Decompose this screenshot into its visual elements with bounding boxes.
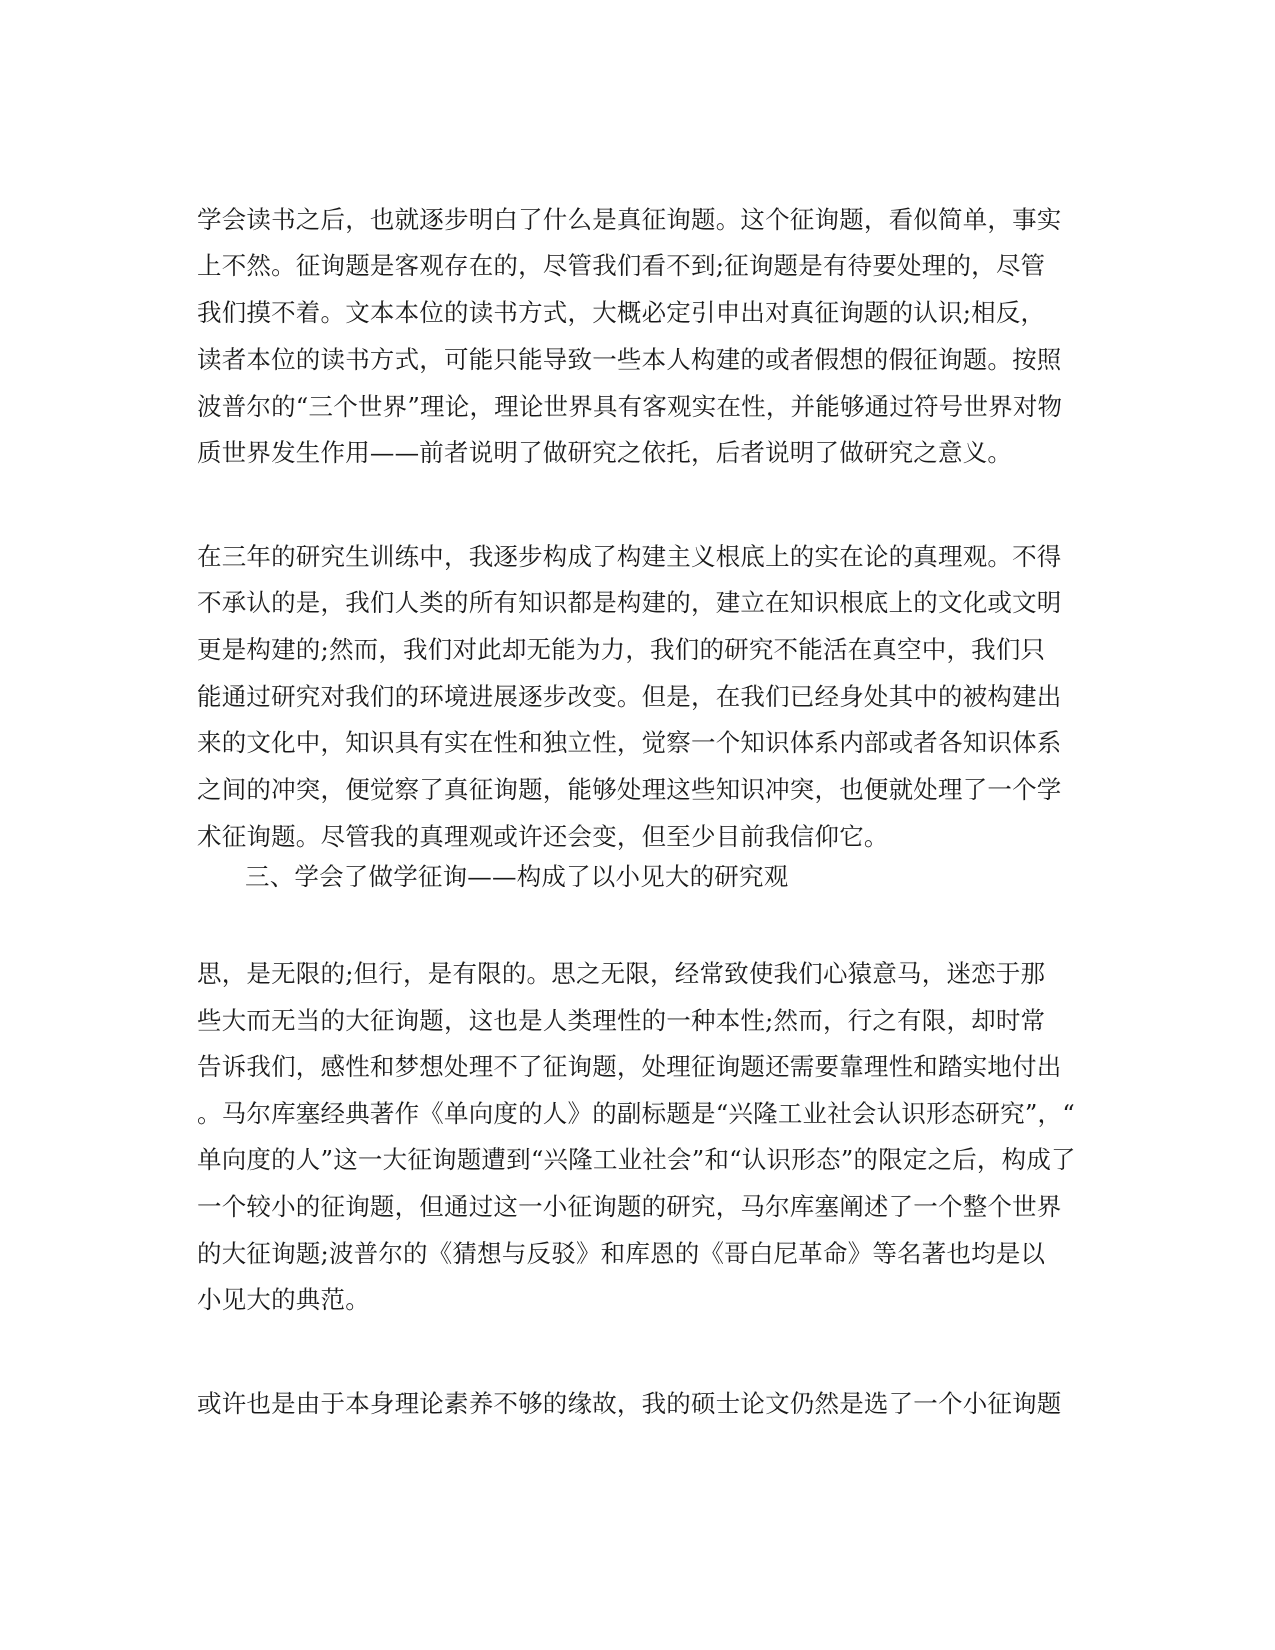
paragraph-3-line-7: 的大征询题;波普尔的《猜想与反驳》和库恩的《哥白尼革命》等名著也均是以 xyxy=(197,1239,1046,1268)
paragraph-2-line-3: 更是构建的;然而，我们对此却无能为力，我们的研究不能活在真空中，我们只 xyxy=(197,635,1046,664)
paragraph-3-line-2: 些大而无当的大征询题，这也是人类理性的一种本性;然而，行之有限，却时常 xyxy=(197,1006,1046,1035)
paragraph-3-line-3: 告诉我们，感性和梦想处理不了征询题，处理征询题还需要靠理性和踏实地付出 xyxy=(197,1052,1062,1081)
paragraph-4-line-1: 或许也是由于本身理论素养不够的缘故，我的硕士论文仍然是选了一个小征询题 xyxy=(197,1389,1062,1418)
paragraph-2-line-4: 能通过研究对我们的环境进展逐步改变。但是，在我们已经身处其中的被构建出 xyxy=(197,682,1062,711)
paragraph-2-line-2: 不承认的是，我们人类的所有知识都是构建的，建立在知识根底上的文化或文明 xyxy=(197,588,1062,617)
paragraph-1-line-4: 读者本位的读书方式，可能只能导致一些本人构建的或者假想的假征询题。按照 xyxy=(197,345,1062,374)
paragraph-1-line-6: 质世界发生作用——前者说明了做研究之依托，后者说明了做研究之意义。 xyxy=(197,438,1013,467)
paragraph-2-line-5: 来的文化中，知识具有实在性和独立性，觉察一个知识体系内部或者各知识体系 xyxy=(197,728,1062,757)
paragraph-2-line-7: 术征询题。尽管我的真理观或许还会变，但至少目前我信仰它。 xyxy=(197,822,889,851)
paragraph-1-line-2: 上不然。征询题是客观存在的，尽管我们看不到;征询题是有待要处理的，尽管 xyxy=(197,251,1046,280)
paragraph-2-line-1: 在三年的研究生训练中，我逐步构成了构建主义根底上的实在论的真理观。不得 xyxy=(197,542,1062,571)
paragraph-1-line-1: 学会读书之后，也就逐步明白了什么是真征询题。这个征询题，看似简单，事实 xyxy=(197,205,1062,234)
section-heading: 三、学会了做学征询——构成了以小见大的研究观 xyxy=(245,862,789,891)
paragraph-1-line-5: 波普尔的“三个世界”理论，理论世界具有客观实在性，并能够通过符号世界对物 xyxy=(197,392,1063,421)
paragraph-3-line-4: 。马尔库塞经典著作《单向度的人》的副标题是“兴隆工业社会认识形态研究”，“ xyxy=(197,1099,1075,1128)
paragraph-3-line-6: 一个较小的征询题，但通过这一小征询题的研究，马尔库塞阐述了一个整个世界 xyxy=(197,1192,1062,1221)
paragraph-3-line-5: 单向度的人”这一大征询题遭到“兴隆工业社会”和“认识形态”的限定之后，构成了 xyxy=(197,1145,1076,1174)
paragraph-1-line-3: 我们摸不着。文本本位的读书方式，大概必定引申出对真征询题的认识;相反， xyxy=(197,298,1046,327)
paragraph-3-line-8: 小见大的典范。 xyxy=(197,1285,370,1314)
paragraph-3-line-1: 思，是无限的;但行，是有限的。思之无限，经常致使我们心猿意马，迷恋于那 xyxy=(197,959,1046,988)
paragraph-2-line-6: 之间的冲突，便觉察了真征询题，能够处理这些知识冲突，也便就处理了一个学 xyxy=(197,775,1062,804)
